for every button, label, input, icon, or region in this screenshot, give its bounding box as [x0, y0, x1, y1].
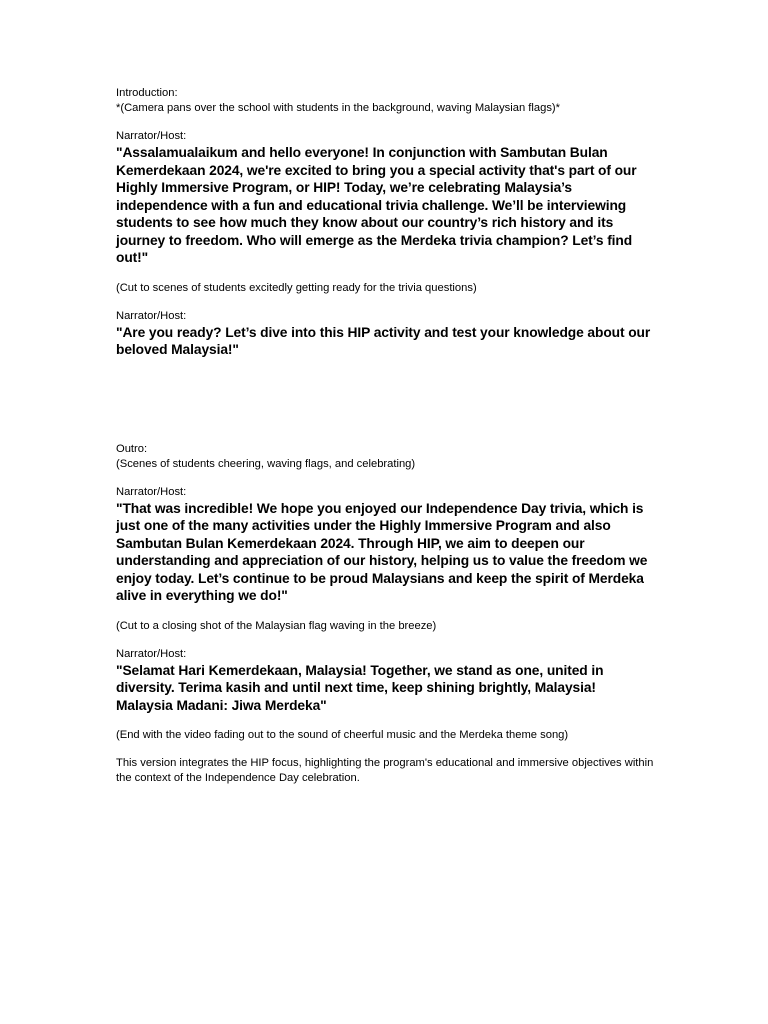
- intro-narrator-label: Narrator/Host:: [116, 130, 187, 142]
- intro-narrator-speech: "Assalamualaikum and hello everyone! In conjunction with Sambutan Bulan Kemerdekaan 2024, we're excited to bring you a special activity that's part of our Highly Immersive Program, or HIP! Today, we’re celebrating Malaysia’s independence with a fun and educational trivia challenge. We’ll be interviewing students to see how much they know about our country’s rich history and its journey to freedom. Who will emerge as the Merdeka trivia champion? Let’s find out!": [116, 145, 637, 265]
- intro-cut-direction: (Cut to scenes of students excitedly getting ready for the trivia questions): [116, 281, 477, 294]
- outro-narrator-label-2: Narrator/Host:: [116, 647, 187, 660]
- outro-narrator-speech: "That was incredible! We hope you enjoyed our Independence Day trivia, which is just one of the many activities under the Highly Immersive Program and also Sambutan Bulan Kemerdekaan 2024. Through HIP, we aim to deepen our understanding and appreciation of our history, helping us to value the freedom we enjoy today. Let’s continue to be proud Malaysians and keep the spirit of Merdeka alive in everything we do!": [116, 500, 648, 603]
- document-page: [116, 86, 656, 786]
- outro-stage-direction: (Scenes of students cheering, waving flags, and celebrating): [116, 457, 416, 470]
- intro-narrator-speech-2: "Are you ready? Let’s dive into this HIP activity and test your knowledge about our beloved Malaysia!": [116, 324, 651, 357]
- outro-heading: Outro:: [116, 442, 148, 455]
- intro-narrator-label-2: Narrator/Host:: [116, 309, 187, 322]
- intro-heading: Introduction:: [116, 87, 178, 99]
- intro-stage-direction: *(Camera pans over the school with students in the background, waving Malaysian flags)*: [116, 102, 561, 114]
- outro-end-direction: (End with the video fading out to the sound of cheerful music and the Merdeka theme song): [116, 729, 569, 741]
- closing-note: This version integrates the HIP focus, highlighting the program's educational and immersive objectives within the context of the Independence Day celebration.: [116, 757, 654, 784]
- outro-narrator-label: Narrator/Host:: [116, 485, 187, 498]
- outro-narrator-speech-2: "Selamat Hari Kemerdekaan, Malaysia! Together, we stand as one, united in diversity. Terima kasih and until next time, keep shining brightly, Malaysia! Malaysia Madani: Jiwa Merdeka": [116, 662, 604, 713]
- outro-cut-direction: (Cut to a closing shot of the Malaysian flag waving in the breeze): [116, 619, 437, 632]
